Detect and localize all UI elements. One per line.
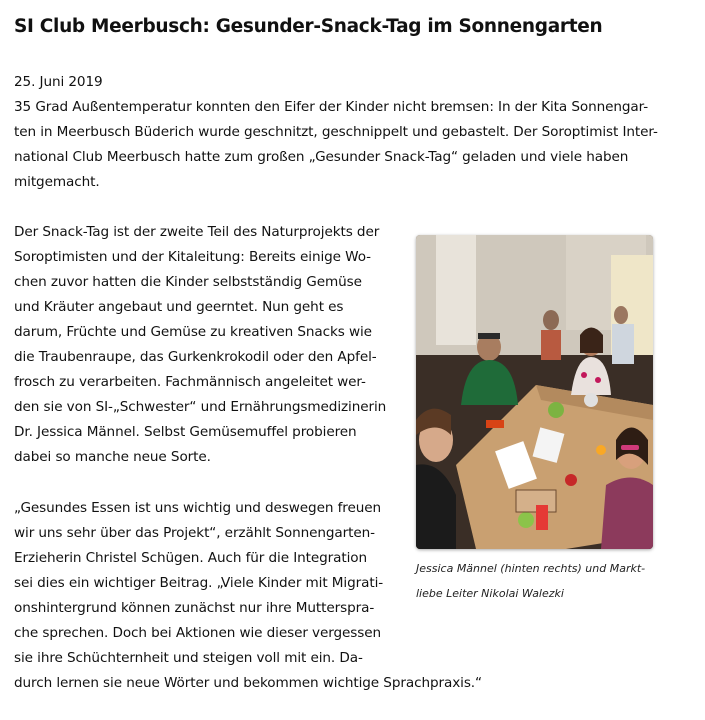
- paragraph-line: 35 Grad Außentemperatur konnten den Eifer der Kinder nicht bremsen: In der Kita Sonnengar-: [14, 99, 649, 115]
- paragraph-line: sie ihre Schüchternheit und steigen voll mit ein. Da-: [14, 650, 363, 666]
- paragraph-line: mitgemacht.: [14, 174, 100, 190]
- paragraph-line: frosch zu verarbeiten. Fachmännisch angeleitet wer-: [14, 374, 366, 390]
- paragraph-line: sei dies ein wichtiger Beitrag. „Viele Kinder mit Migrati-: [14, 575, 384, 591]
- caption-line: Jessica Männel (hinten rechts) und Markt-: [416, 562, 646, 575]
- caption-line: liebe Leiter Nikolai Walezki: [416, 587, 564, 600]
- project-paragraph: [14, 220, 386, 470]
- paragraph-line: wir uns sehr über das Projekt“, erzählt Sonnengarten-: [14, 525, 375, 541]
- paragraph-line: Soroptimisten und der Kitaleitung: Bereits einige Wo-: [14, 249, 371, 265]
- paragraph-line: national Club Meerbusch hatte zum großen „Gesunder Snack-Tag“ geladen und viele haben: [14, 149, 629, 165]
- article-date: 25. Juni 2019: [14, 74, 103, 90]
- paragraph-line: dabei so manche neue Sorte.: [14, 449, 211, 465]
- intro-paragraph: [14, 95, 658, 195]
- article-photo[interactable]: [416, 235, 653, 549]
- paragraph-line: Der Snack-Tag ist der zweite Teil des Naturprojekts der: [14, 224, 380, 240]
- article-title: SI Club Meerbusch: Gesunder-Snack-Tag im Sonnengarten: [14, 16, 603, 37]
- photo-illustration: [416, 235, 653, 549]
- paragraph-line: „Gesundes Essen ist uns wichtig und deswegen freuen: [14, 500, 382, 516]
- paragraph-line: durch lernen sie neue Wörter und bekommen wichtige Sprachpraxis.“: [14, 675, 482, 691]
- paragraph-line: chen zuvor hatten die Kinder selbstständig Gemüse: [14, 274, 362, 290]
- paragraph-line: Erzieherin Christel Schügen. Auch für die Integration: [14, 550, 367, 566]
- photo-caption: [416, 556, 676, 606]
- paragraph-line: onshintergrund können zunächst nur ihre Muttersprа-: [14, 600, 375, 616]
- paragraph-line: Dr. Jessica Männel. Selbst Gemüsemuffel probieren: [14, 424, 357, 440]
- paragraph-line: darum, Früchte und Gemüse zu kreativen Snacks wie: [14, 324, 372, 340]
- paragraph-line: che sprechen. Doch bei Aktionen wie dieser vergessen: [14, 625, 382, 641]
- paragraph-line: die Traubenraupe, das Gurkenkrokodil oder den Apfel-: [14, 349, 377, 365]
- paragraph-line: und Kräuter angebaut und geerntet. Nun geht es: [14, 299, 344, 315]
- paragraph-line: den sie von SI-„Schwester“ und Ernährungsmedizinerin: [14, 399, 387, 415]
- quote-paragraph: [14, 496, 482, 696]
- paragraph-line: ten in Meerbusch Büderich wurde geschnitzt, geschnippelt und gebastelt. Der Soroptimist Inter-: [14, 124, 658, 140]
